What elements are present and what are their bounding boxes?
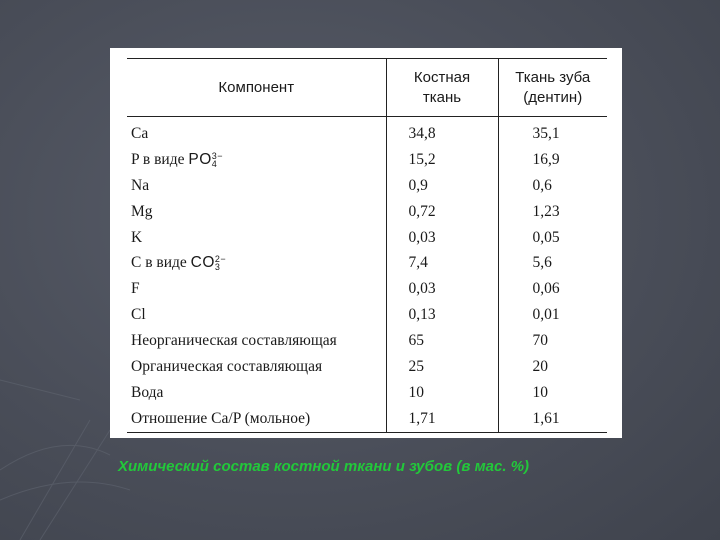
component-label: K <box>131 228 143 246</box>
ion-subscript: 3 <box>214 262 221 273</box>
cell-component <box>127 302 386 328</box>
table-row <box>127 406 607 432</box>
header-dentin-line2: (дентин) <box>523 88 583 106</box>
cell-dentin-value: 0,6 <box>498 173 607 199</box>
component-label: Отношение Ca/P (мольное) <box>131 409 311 427</box>
component-label: Ca <box>131 124 149 142</box>
cell-component <box>127 328 386 354</box>
cell-component <box>127 225 386 251</box>
ion-charge: 2− <box>214 254 227 265</box>
cell-dentin-value: 16,9 <box>498 147 607 173</box>
header-bone-line2: ткань <box>422 88 462 106</box>
table-row <box>127 354 607 380</box>
cell-bone-value: 1,71 <box>386 406 498 432</box>
cell-dentin-value: 1,23 <box>498 199 607 225</box>
component-label: P в виде <box>131 150 189 168</box>
ion-base: PO <box>188 150 212 168</box>
cell-component <box>127 117 386 147</box>
header-dentin-line1: Ткань зуба <box>515 68 591 86</box>
cell-dentin-value: 5,6 <box>498 250 607 276</box>
cell-dentin-value: 35,1 <box>498 117 607 147</box>
cell-bone-value: 0,13 <box>386 302 498 328</box>
ion-charge-stack <box>212 152 223 168</box>
component-label: C в виде <box>131 254 191 272</box>
cell-bone-value: 0,03 <box>386 225 498 251</box>
component-label: Вода <box>131 383 164 401</box>
header-bone-line1: Костная <box>413 68 471 86</box>
cell-dentin-value: 1,61 <box>498 406 607 432</box>
ion-formula <box>191 254 227 271</box>
ion-subscript: 4 <box>211 158 218 169</box>
component-label: Органическая составляющая <box>131 357 323 375</box>
cell-component <box>127 250 386 276</box>
table-row <box>127 380 607 406</box>
table-row <box>127 199 607 225</box>
cell-dentin-value: 0,05 <box>498 225 607 251</box>
component-label: Mg <box>131 202 153 220</box>
cell-dentin-value: 70 <box>498 328 607 354</box>
component-label: Cl <box>131 306 146 324</box>
cell-bone-value: 65 <box>386 328 498 354</box>
cell-bone-value: 25 <box>386 354 498 380</box>
component-label: F <box>131 280 140 298</box>
table-row <box>127 173 607 199</box>
table-row <box>127 147 607 173</box>
header-dentin <box>498 59 607 117</box>
cell-component <box>127 147 386 173</box>
cell-dentin-value: 0,06 <box>498 276 607 302</box>
ion-charge-stack <box>215 255 226 271</box>
cell-bone-value: 10 <box>386 380 498 406</box>
table-row <box>127 302 607 328</box>
table-row <box>127 117 607 147</box>
table-row <box>127 225 607 251</box>
composition-table <box>127 58 607 433</box>
table-caption: Химический состав костной ткани и зубов (в мас. %) <box>118 458 530 475</box>
cell-bone-value: 0,03 <box>386 276 498 302</box>
ion-charge: 3− <box>211 150 224 161</box>
cell-dentin-value: 20 <box>498 354 607 380</box>
table-row <box>127 250 607 276</box>
cell-bone-value: 0,9 <box>386 173 498 199</box>
header-bone <box>386 59 498 117</box>
ion-formula <box>188 151 223 168</box>
component-label: Неорганическая составляющая <box>131 332 337 350</box>
ion-base: CO <box>190 254 215 272</box>
cell-bone-value: 34,8 <box>386 117 498 147</box>
cell-bone-value: 0,72 <box>386 199 498 225</box>
cell-dentin-value: 0,01 <box>498 302 607 328</box>
cell-component <box>127 173 386 199</box>
table-row <box>127 328 607 354</box>
cell-component <box>127 380 386 406</box>
component-label: Na <box>131 176 150 194</box>
header-component: Компонент <box>127 59 386 117</box>
table-header-row <box>127 59 607 117</box>
cell-component <box>127 354 386 380</box>
cell-component <box>127 276 386 302</box>
cell-component <box>127 406 386 432</box>
table-row <box>127 276 607 302</box>
cell-bone-value: 7,4 <box>386 250 498 276</box>
cell-dentin-value: 10 <box>498 380 607 406</box>
cell-component <box>127 199 386 225</box>
cell-bone-value: 15,2 <box>386 147 498 173</box>
table-card <box>110 48 622 438</box>
